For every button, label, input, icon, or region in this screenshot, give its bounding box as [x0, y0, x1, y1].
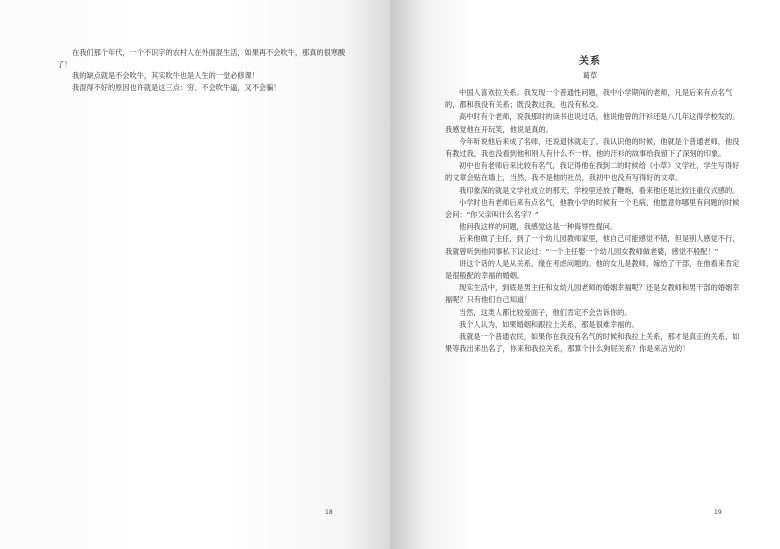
right-paragraph: 当然，这类人都比较爱面子，他们肯定不会告诉你的。	[459, 307, 632, 317]
left-paragraph: 我的缺点就是不会吹牛，其实吹牛也是人生的一堂必修课！	[72, 71, 259, 81]
right-paragraph: 我个人认为，如果婚姻和跟拉上关系，那是很难幸福的。	[459, 319, 639, 329]
right-page-body	[445, 87, 745, 355]
article-title: 关系	[579, 56, 601, 67]
left-paragraph: 我混得不好的原因也许就是这三点：穷、不会吹牛逼，又不会骗！	[72, 82, 281, 92]
right-paragraph: 小学时也有老师后来有点名气，他教小学的时候有一个毛病，他愿意你哪里有问题的时候会问：“你父亲叫什么名字？”	[445, 197, 740, 220]
article-author: 葛草	[582, 71, 598, 80]
right-paragraph: 我印象深的就是文学社成立的那天，学校里还放了鞭炮，看来他还是比较注重仪式感的。	[459, 185, 740, 195]
right-paragraph: 初中也有老师后来比较有名气，我记得他在我到二的时候给《小草》文学社，学生写得好的文章会贴在墙上，当然，我不是他的社员，我初中也没有写得好的文章。	[445, 161, 740, 183]
right-paragraph: 他问我这样的问题，我感觉这是一种侮辱性提问。	[459, 222, 618, 232]
right-paragraph: 现实生活中，到底是男主任和女幼儿园老师的婚姻幸福呢？还是女教师和男干部的婚姻幸福呢？只有他们自己知道！	[445, 283, 740, 305]
right-page	[390, 0, 780, 549]
right-paragraph: 高中时有个老师，说我那时的读书也说过话，他说他曾的汗衫还是八几年这得学校发的。我感觉他在开玩笑，他说是真的。	[445, 112, 740, 134]
right-page-number: 19	[714, 509, 722, 516]
right-paragraph: 我就是一个普通农民，如果你在我没有名气的时候和我拉上关系，那才是真正的关系，如果等我出来出名了，你来和我拉关系，那算个什么狗屁关系？你是来沾光的！	[445, 332, 740, 354]
right-paragraph: 今年听说他后来成了名师，还说退休就走了。我认识他的时候，他就是个普通老师，他没有教过我，我也没看到他和别人有什么不一样。他的汗衫的故事给我留下了深刻的印象。	[445, 136, 740, 159]
left-page-body	[57, 47, 357, 93]
right-paragraph: 后来他做了主任，到了一个幼儿园教师家里，他自己可能感觉不错，但是别人感觉不行，我就曾听到他同事私下议论过：“一个主任娶一个幼儿园女教师做老婆，感觉不般配！”	[445, 234, 740, 256]
right-paragraph: 中国人喜欢拉关系。我发现一个普通性问题，我中小学期间的老师，凡是后来有点名气的，都和我没有关系；既没教过我，也没有私交。	[445, 88, 733, 110]
left-page-number: 18	[325, 509, 333, 516]
left-paragraph: 在我们那个年代，一个不识字的农村人在外面混生活，如果再不会吹牛，那真的很寒酸了！	[57, 48, 346, 69]
right-paragraph: 讲这个话的人是从关系，缘在考虑问题的。他的女儿是教师，嫁给了干部，在他看来肯定是很般配的幸福的婚姻。	[445, 258, 740, 281]
